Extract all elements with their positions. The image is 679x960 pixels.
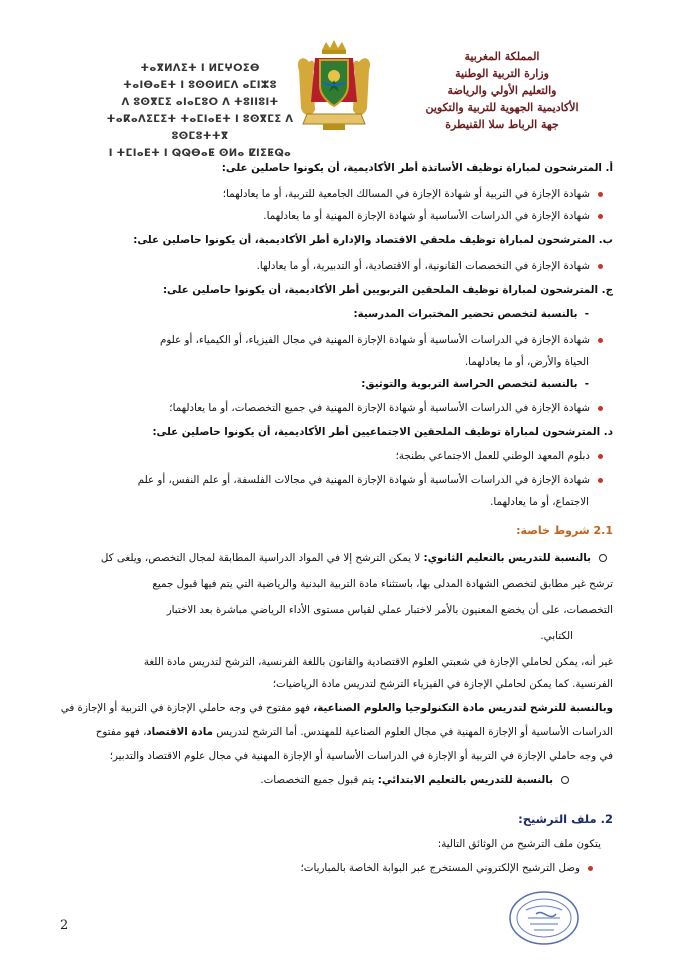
royal-coat-of-arms-icon	[293, 40, 375, 136]
bullet-icon	[598, 338, 603, 343]
paragraph-line: ترشح غير مطابق لتخصص الشهادة المدلى بها، باستثناء مادة التربية البدنية والرياضية التي يتم فيها قبول جميع	[152, 578, 613, 590]
section-b-heading: ب. المترشحون لمباراة توظيف ملحقي الاقتصاد والإدارة أطر الأكاديمية، أن يكونوا حاصلين على:	[133, 234, 613, 246]
paragraph-line: بالنسبة للتدريس بالتعليم الابتدائي: يتم قبول جميع التخصصات.	[60, 774, 613, 786]
tifinagh-line: ⵜⴰⵏⴱⴰⴹⵜ ⵏ ⵓⵙⵙⵍⵎⴷ ⴰⵎⵏⵣⵓ	[123, 80, 277, 91]
list-item: دبلوم المعهد الوطني للعمل الاجتماعي بطنجة؛	[60, 450, 613, 462]
bullet-icon	[588, 866, 593, 871]
list-item: شهادة الإجازة في الدراسات الأساسية أو شهادة الإجازة المهنية في جميع التخصصات، أو ما يعادلهما؛	[60, 402, 613, 414]
bullet-icon	[598, 264, 603, 269]
paragraph-line: وبالنسبة للترشح لتدريس مادة التكنولوجيا والعلوم الصناعية، فهو مفتوح في وجه حاملي الإجازة في التربية أو الإجازة في	[60, 702, 613, 714]
bullet-icon	[598, 454, 603, 459]
list-item: شهادة الإجازة في التربية أو شهادة الإجازة في المسالك الجامعية للتربية، أو ما يعادلهما؛	[60, 188, 613, 200]
list-item: شهادة الإجازة في الدراسات الأساسية أو شهادة الإجازة المهنية في مجالات الفلسفة، أو علم النفس، أو علم	[60, 474, 613, 486]
circle-bullet-icon	[561, 776, 569, 784]
list-item-continuation: الحياة والأرض، أو ما يعادلهما.	[464, 356, 589, 368]
paragraph-line: يتكون ملف الترشيح من الوثائق التالية:	[437, 838, 601, 850]
subsection-heading: - بالنسبة لتخصص تحضير المختبرات المدرسية:	[353, 308, 589, 320]
list-item: شهادة الإجازة في الدراسات الأساسية أو شهادة الإجازة المهنية أو ما يعادلهما.	[60, 210, 613, 222]
paragraph-line: التخصصات، على أن يخضع المعنيون بالأمر لاختبار عملي لقياس مستوى الأداء الرياضي مباشرة بعد الاختبار	[166, 604, 613, 616]
section-d-heading: د. المترشحون لمباراة توظيف الملحقين الاجتماعيين أطر الأكاديمية، أن يكونوا حاصلين على:	[152, 426, 613, 438]
circle-bullet-icon	[599, 554, 607, 562]
header-tifinagh	[100, 60, 300, 162]
arabic-header-line: وزارة التربية الوطنية	[455, 67, 549, 80]
list-item-continuation: الاجتماع، أو ما يعادلهما.	[490, 496, 589, 508]
list-item: شهادة الإجازة في التخصصات القانونية، أو الاقتصادية، أو التدبيرية، أو ما يعادلها.	[60, 260, 613, 272]
tifinagh-line: ⵜⴰⴳⵍⴷⵉⵜ ⵏ ⵍⵎⵖⵔⵉⴱ	[140, 63, 260, 74]
list-item: وصل الترشيح الإلكتروني المستخرج عبر البوابة الخاصة بالمباريات؛	[60, 862, 613, 874]
tifinagh-line: ⴷ ⵓⵙⴳⵎⵉ ⴰⵏⴰⵎⵓⵔ ⴷ ⵜⵓⵏⵏⵓⵏⵜ	[121, 97, 279, 108]
bullet-icon	[598, 192, 603, 197]
section-2-1-title: 2.1 شروط خاصة:	[516, 524, 613, 537]
bullet-icon	[598, 214, 603, 219]
arabic-header-line: والتعليم الأولي والرياضة	[447, 84, 557, 97]
paragraph-line: الفرنسية. كما يمكن لحاملي الإجازة في الفيزياء الترشح لتدريس مادة الرياضيات؛	[272, 678, 613, 690]
arabic-header-line: جهة الرباط سلا القنيطرة	[445, 118, 559, 131]
subsection-heading: - بالنسبة لتخصص الحراسة التربوية والتوثيق:	[361, 378, 589, 390]
header-arabic	[397, 48, 607, 133]
arabic-header-line: المملكة المغربية	[464, 50, 540, 63]
official-stamp-icon	[506, 888, 582, 948]
paragraph-line: غير أنه، يمكن لحاملي الإجازة في شعبتي العلوم الاقتصادية والقانون باللغة الفرنسية، الترشح لتدريس مادة اللغة	[143, 656, 613, 668]
tifinagh-line: ⵜⴰⴽⴰⴷⵉⵎⵉⵜ ⵜⴰⵎⵏⴰⴹⵜ ⵏ ⵓⵙⴳⵎⵉ ⴷ ⵓⵙⵎⵓⵜⵜⴳ	[106, 114, 294, 142]
paragraph-line: بالنسبة للتدريس بالتعليم الثانوي: لا يمكن الترشح إلا في المواد الدراسية المطابقة لمجال التخصص، ويلغى كل	[60, 552, 613, 564]
tifinagh-line: ⵏ ⵜⵎⵏⴰⴹⵜ ⵏ ⵕⵕⴱⴰⵟ ⵙⵍⴰ ⵇⵏⵉⵟⵕⴰ	[108, 148, 292, 159]
page-number: 2	[60, 918, 69, 933]
section-2-title: 2. ملف الترشيح:	[518, 812, 613, 826]
list-item: شهادة الإجازة في الدراسات الأساسية أو شهادة الإجازة المهنية في مجال الفيزياء، أو الكيمياء، أو علوم	[60, 334, 613, 346]
paragraph-line: الكتابي.	[540, 630, 573, 642]
section-c-heading: ج. المترشحون لمباراة توظيف الملحقين التربويين أطر الأكاديمية، أن يكونوا حاصلين على:	[162, 284, 613, 296]
paragraph-line: الدراسات الأساسية أو الإجازة المهنية في مجال العلوم الصناعية للمهندس. أما الترشح لتدريس مادة الاقتصاد، فهو مفتوح	[95, 726, 613, 738]
section-a-heading: أ. المترشحون لمباراة توظيف الأساتذة أطر الأكاديمية، أن يكونوا حاصلين على:	[221, 162, 613, 174]
bullet-icon	[598, 406, 603, 411]
paragraph-line: في وجه حاملي الإجازة في التربية أو الإجازة في الدراسات الأساسية أو الإجازة المهنية في مجال علوم الاقتصاد والتدبير؛	[109, 750, 613, 762]
arabic-header-line: الأكاديمية الجهوية للتربية والتكوين	[425, 101, 579, 114]
bullet-icon	[598, 478, 603, 483]
